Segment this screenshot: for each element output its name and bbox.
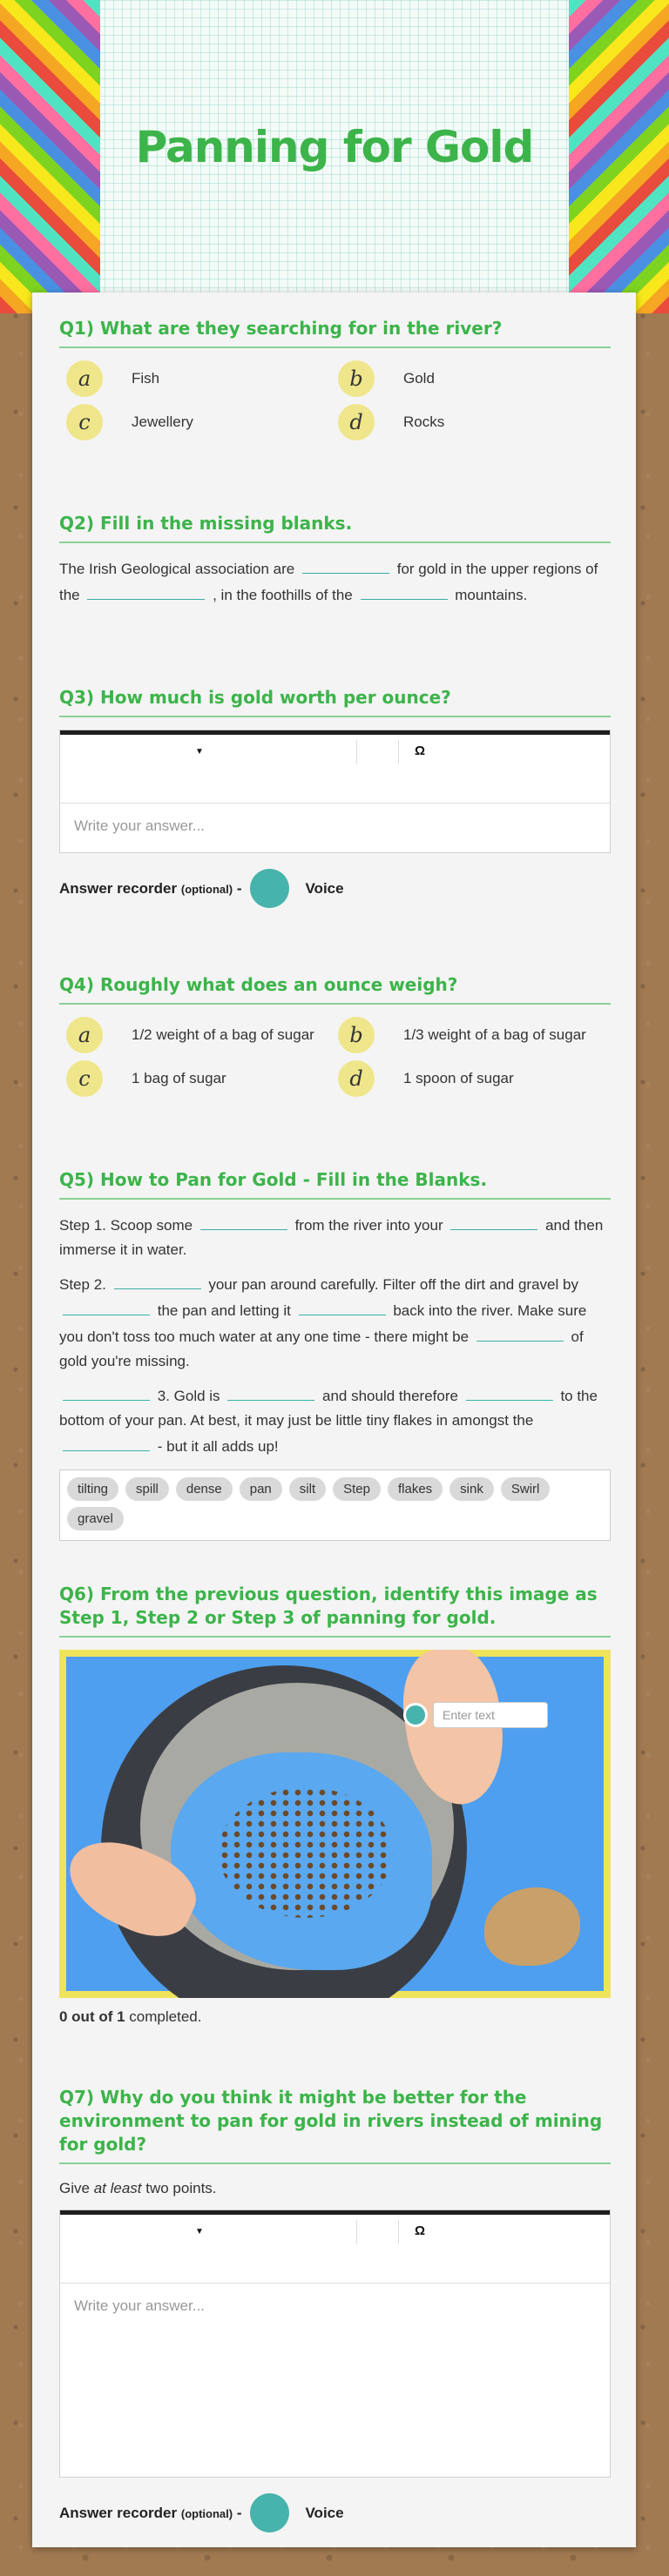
word-chip[interactable]: Step (333, 1477, 381, 1501)
question-3 (59, 686, 611, 908)
word-chip[interactable]: silt (289, 1477, 326, 1501)
worksheet (32, 293, 636, 2547)
text: for gold in the upper regions of the (59, 561, 598, 603)
recorder-label: Answer recorder (optional) - (59, 2504, 242, 2521)
question-6-title: Q6) From the previous question, identify this image as Step 1, Step 2 or Step 3 of panning for gold. (59, 1583, 611, 1638)
option-letter: a (66, 1017, 103, 1053)
q5-blank-1[interactable] (200, 1212, 287, 1230)
editor-toolbar (60, 2210, 610, 2283)
answer-recorder (59, 2493, 611, 2532)
q5-blank-3[interactable] (114, 1271, 201, 1289)
q4-option-b[interactable] (338, 1017, 608, 1053)
toolbar-divider (356, 740, 357, 764)
gravel-grains (219, 1787, 393, 1918)
q5-blank-5[interactable] (299, 1297, 386, 1315)
word-chip[interactable]: dense (176, 1477, 233, 1501)
recorder-label: Answer recorder (optional) - (59, 879, 242, 897)
q4-option-d[interactable] (338, 1060, 608, 1097)
option-letter: d (338, 1060, 375, 1097)
word-chip[interactable]: spill (125, 1477, 169, 1501)
word-chip[interactable]: flakes (388, 1477, 443, 1501)
question-2-title: Q2) Fill in the missing blanks. (59, 512, 611, 543)
q5-blank-4[interactable] (63, 1297, 150, 1315)
q4-option-c[interactable] (66, 1060, 336, 1097)
q5-blank-7[interactable] (63, 1382, 150, 1401)
q1-option-c[interactable] (66, 404, 336, 441)
q5-blank-9[interactable] (466, 1382, 553, 1401)
record-button[interactable] (250, 869, 289, 908)
image-hotspot[interactable] (403, 1702, 548, 1728)
question-5-title: Q5) How to Pan for Gold - Fill in the Blanks. (59, 1168, 611, 1200)
word-chip[interactable]: sink (449, 1477, 494, 1501)
q7-answer-editor[interactable] (59, 2209, 611, 2478)
q7-instructions: Give at least two points. (59, 2180, 217, 2196)
special-characters-icon[interactable]: Ω (415, 743, 426, 758)
word-chip[interactable]: tilting (67, 1477, 118, 1501)
record-button[interactable] (250, 2493, 289, 2532)
question-2 (59, 512, 611, 616)
option-letter: a (66, 360, 103, 397)
header-banner (0, 0, 669, 313)
option-letter: b (338, 1017, 375, 1053)
voice-label: Voice (305, 879, 344, 897)
text: The Irish Geological association are (59, 561, 295, 577)
option-letter: c (66, 404, 103, 441)
editor-toolbar (60, 730, 610, 804)
option-text: 1/3 weight of a bag of sugar (403, 1026, 586, 1043)
word-bank (59, 1470, 611, 1541)
q5-blank-8[interactable] (227, 1382, 314, 1401)
page-title: Panning for Gold (135, 122, 534, 172)
completion-status: 0 out of 1 completed. (59, 2008, 202, 2025)
q3-answer-editor[interactable] (59, 730, 611, 853)
option-text: Jewellery (132, 414, 193, 430)
word-chip[interactable]: pan (240, 1477, 282, 1501)
q7-answer-input[interactable]: Write your answer... (74, 2297, 205, 2314)
option-text: Rocks (403, 414, 445, 430)
toolbar-divider (356, 2220, 357, 2244)
hotspot-text-input[interactable]: Enter text (433, 1702, 548, 1728)
q2-paragraph (59, 555, 611, 608)
answer-recorder (59, 869, 611, 908)
q5-blank-2[interactable] (450, 1212, 537, 1230)
question-4-title: Q4) Roughly what does an ounce weigh? (59, 973, 611, 1005)
option-text: 1 bag of sugar (132, 1070, 226, 1086)
option-letter: b (338, 360, 375, 397)
q1-option-b[interactable] (338, 360, 608, 397)
text: , in the foothills of the (213, 587, 353, 603)
word-chip[interactable]: gravel (67, 1507, 124, 1530)
q1-option-a[interactable] (66, 360, 336, 397)
question-1-title: Q1) What are they searching for in the river? (59, 317, 611, 348)
question-5 (59, 1168, 611, 1541)
word-chip[interactable]: Swirl (501, 1477, 551, 1501)
question-1 (59, 317, 611, 447)
option-text: 1 spoon of sugar (403, 1070, 514, 1086)
toolbar-divider (398, 2220, 399, 2244)
question-6 (59, 1583, 611, 2026)
option-text: Gold (403, 370, 435, 387)
panning-image (59, 1650, 611, 1998)
q4-option-a[interactable] (66, 1017, 336, 1053)
rock-shape (484, 1887, 580, 1966)
q1-option-d[interactable] (338, 404, 608, 441)
q2-blank-1[interactable] (302, 555, 389, 574)
q5-blank-10[interactable] (63, 1433, 150, 1451)
question-7-title: Q7) Why do you think it might be better for the environment to pan for gold in rivers instead of mining for gold? (59, 2086, 611, 2164)
special-characters-icon[interactable]: Ω (415, 2223, 426, 2238)
dropdown-arrow-icon[interactable]: ▼ (195, 2227, 204, 2236)
q5-step-3: 3. Gold is and should therefore to the bottom of your pan. At best, it may just be little tiny flakes in amongst the - but it all adds up! (59, 1382, 611, 1459)
q2-blank-2[interactable] (87, 582, 205, 600)
question-3-title: Q3) How much is gold worth per ounce? (59, 686, 611, 717)
q5-step-2: Step 2. your pan around carefully. Filter off the dirt and gravel by the pan and letting it back into the river. Make sure you don't toss too much water at any one time - there might be of gold you're missing. (59, 1271, 611, 1374)
q2-blank-3[interactable] (361, 582, 448, 600)
voice-label: Voice (305, 2504, 344, 2521)
hotspot-dot[interactable] (403, 1703, 428, 1727)
question-7 (59, 2086, 611, 2532)
option-letter: c (66, 1060, 103, 1097)
option-text: 1/2 weight of a bag of sugar (132, 1026, 314, 1043)
dropdown-arrow-icon[interactable]: ▼ (195, 747, 204, 757)
q3-answer-input[interactable]: Write your answer... (74, 817, 205, 834)
toolbar-divider (398, 740, 399, 764)
question-4 (59, 973, 611, 1104)
option-letter: d (338, 404, 375, 441)
text: mountains. (455, 587, 528, 603)
q5-blank-6[interactable] (476, 1323, 564, 1342)
q5-step-1: Step 1. Scoop some from the river into your and then immerse it in water. (59, 1212, 611, 1262)
option-text: Fish (132, 370, 160, 387)
